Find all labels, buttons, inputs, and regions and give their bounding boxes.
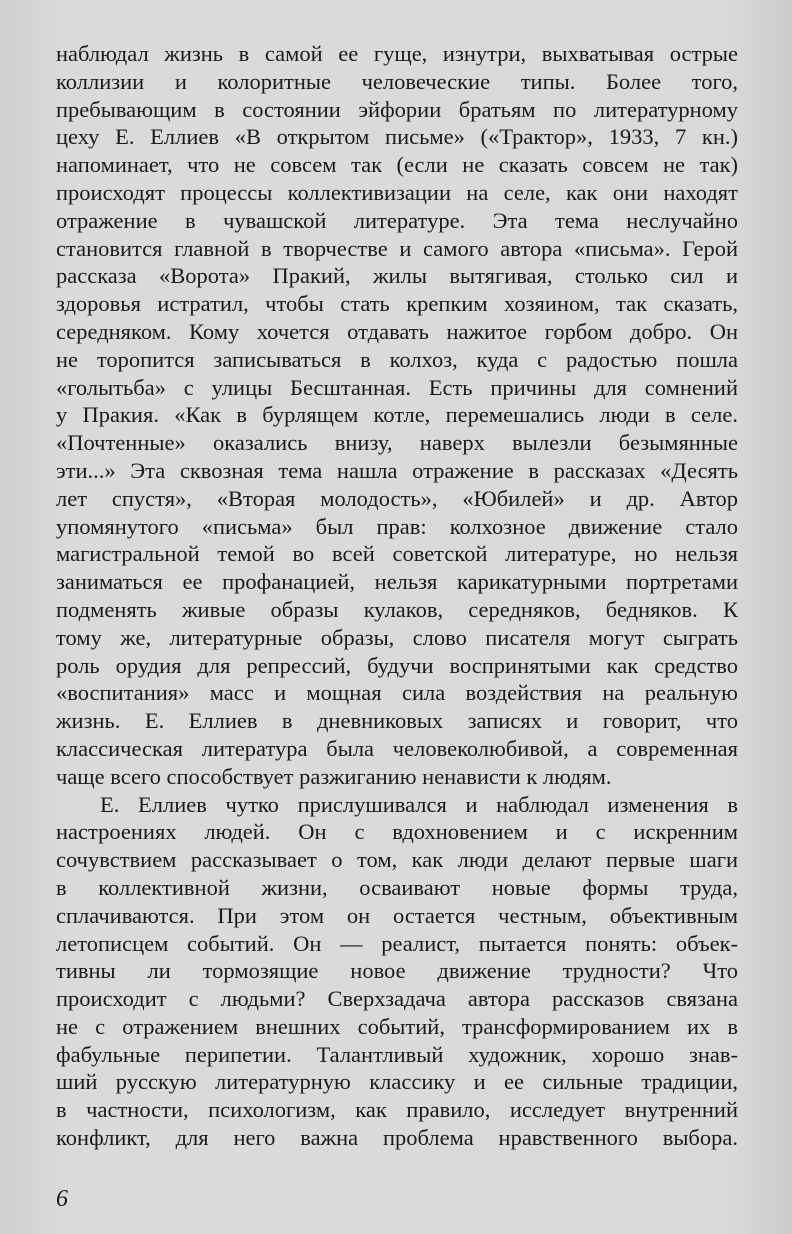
text-line: тому же, литературные образы, слово писателя могут сыграть: [56, 624, 738, 650]
text-line: заниматься ее профанацией, нельзя карикатурными портретами: [56, 569, 738, 595]
page-number: 6: [56, 1186, 68, 1212]
text-line: летописцем событий. Он — реалист, пытается понять: объек-: [56, 930, 738, 956]
text-line: цеху Е. Еллиев «В открытом письме» («Трактор», 1933, 7 кн.): [56, 124, 738, 150]
text-line: напоминает, что не совсем так (если не сказать совсем не так): [56, 152, 738, 178]
paragraph-2: [56, 791, 738, 1152]
text-line: становится главной в творчестве и самого автора «письма». Герой: [56, 235, 738, 261]
text-line: сплачиваются. При этом он остается честным, объективным: [56, 902, 738, 928]
text-line: роль орудия для репрессий, будучи воспринятыми как средство: [56, 652, 738, 678]
text-line: упомянутого «письма» был прав: колхозное движение стало: [56, 513, 738, 539]
text-line: магистральной темой во всей советской литературе, но нельзя: [56, 541, 738, 567]
text-line: Е. Еллиев чутко прислушивался и наблюдал изменения в: [100, 791, 738, 817]
text-line: рассказа «Ворота» Пракий, жилы вытягивая, столько сил и: [56, 263, 738, 289]
paragraph-1: [56, 40, 738, 791]
text-line: подменять живые образы кулаков, середняков, бедняков. К: [56, 596, 738, 622]
text-line: наблюдал жизнь в самой ее гуще, изнутри, выхватывая острые: [56, 41, 738, 66]
text-line: конфликт, для него важна проблема нравственного выбора.: [56, 1125, 738, 1151]
text-line: в частности, психологизм, как правило, исследует внутренний: [56, 1097, 738, 1123]
text-line: эти...» Эта сквозная тема нашла отражение в рассказах «Десять: [56, 457, 738, 483]
text-line: «воспитания» масс и мощная сила воздействия на реальную: [56, 680, 738, 706]
body-text: [56, 40, 738, 1152]
text-line: ший русскую литературную классику и ее сильные традиции,: [56, 1069, 738, 1095]
text-line: происходят процессы коллективизации на селе, как они находят: [56, 179, 738, 205]
text-line: пребывающим в состоянии эйфории братьям по литературному: [56, 96, 738, 122]
text-line: у Пракия. «Как в бурлящем котле, перемешались люди в селе.: [56, 402, 738, 428]
text-line: коллизии и колоритные человеческие типы. Более того,: [56, 68, 738, 94]
text-line: «голытьба» с улицы Бесштанная. Есть причины для сомнений: [56, 374, 738, 400]
text-line: не торопится записываться в колхоз, куда с радостью пошла: [56, 346, 738, 372]
text-line: отражение в чувашской литературе. Эта тема неслучайно: [56, 207, 738, 233]
text-line: в коллективной жизни, осваивают новые формы труда,: [56, 874, 738, 900]
text-line: «Почтенные» оказались внизу, наверх вылезли безымянные: [56, 430, 738, 456]
text-line: сочувствием рассказывает о том, как люди делают первые шаги: [56, 847, 738, 873]
text-line: чаще всего способствует разжиганию ненависти к людям.: [56, 763, 612, 789]
text-line: здоровья истратил, чтобы стать крепким хозяином, так сказать,: [56, 291, 738, 317]
text-line: настроениях людей. Он с вдохновением и с искренним: [56, 819, 738, 845]
text-line: тивны ли тормозящие новое движение трудности? Что: [56, 958, 738, 984]
text-line: жизнь. Е. Еллиев в дневниковых записях и говорит, что: [56, 708, 738, 734]
text-line: не с отражением внешних событий, трансформированием их в: [56, 1013, 738, 1039]
text-line: классическая литература была человеколюбивой, а современная: [56, 735, 738, 761]
text-line: лет спустя», «Вторая молодость», «Юбилей» и др. Автор: [56, 485, 738, 511]
text-line: середняком. Кому хочется отдавать нажитое горбом добро. Он: [56, 318, 738, 344]
text-line: фабульные перипетии. Талантливый художник, хорошо знав-: [56, 1041, 738, 1067]
text-line: происходит с людьми? Сверхзадача автора рассказов связана: [56, 986, 738, 1012]
